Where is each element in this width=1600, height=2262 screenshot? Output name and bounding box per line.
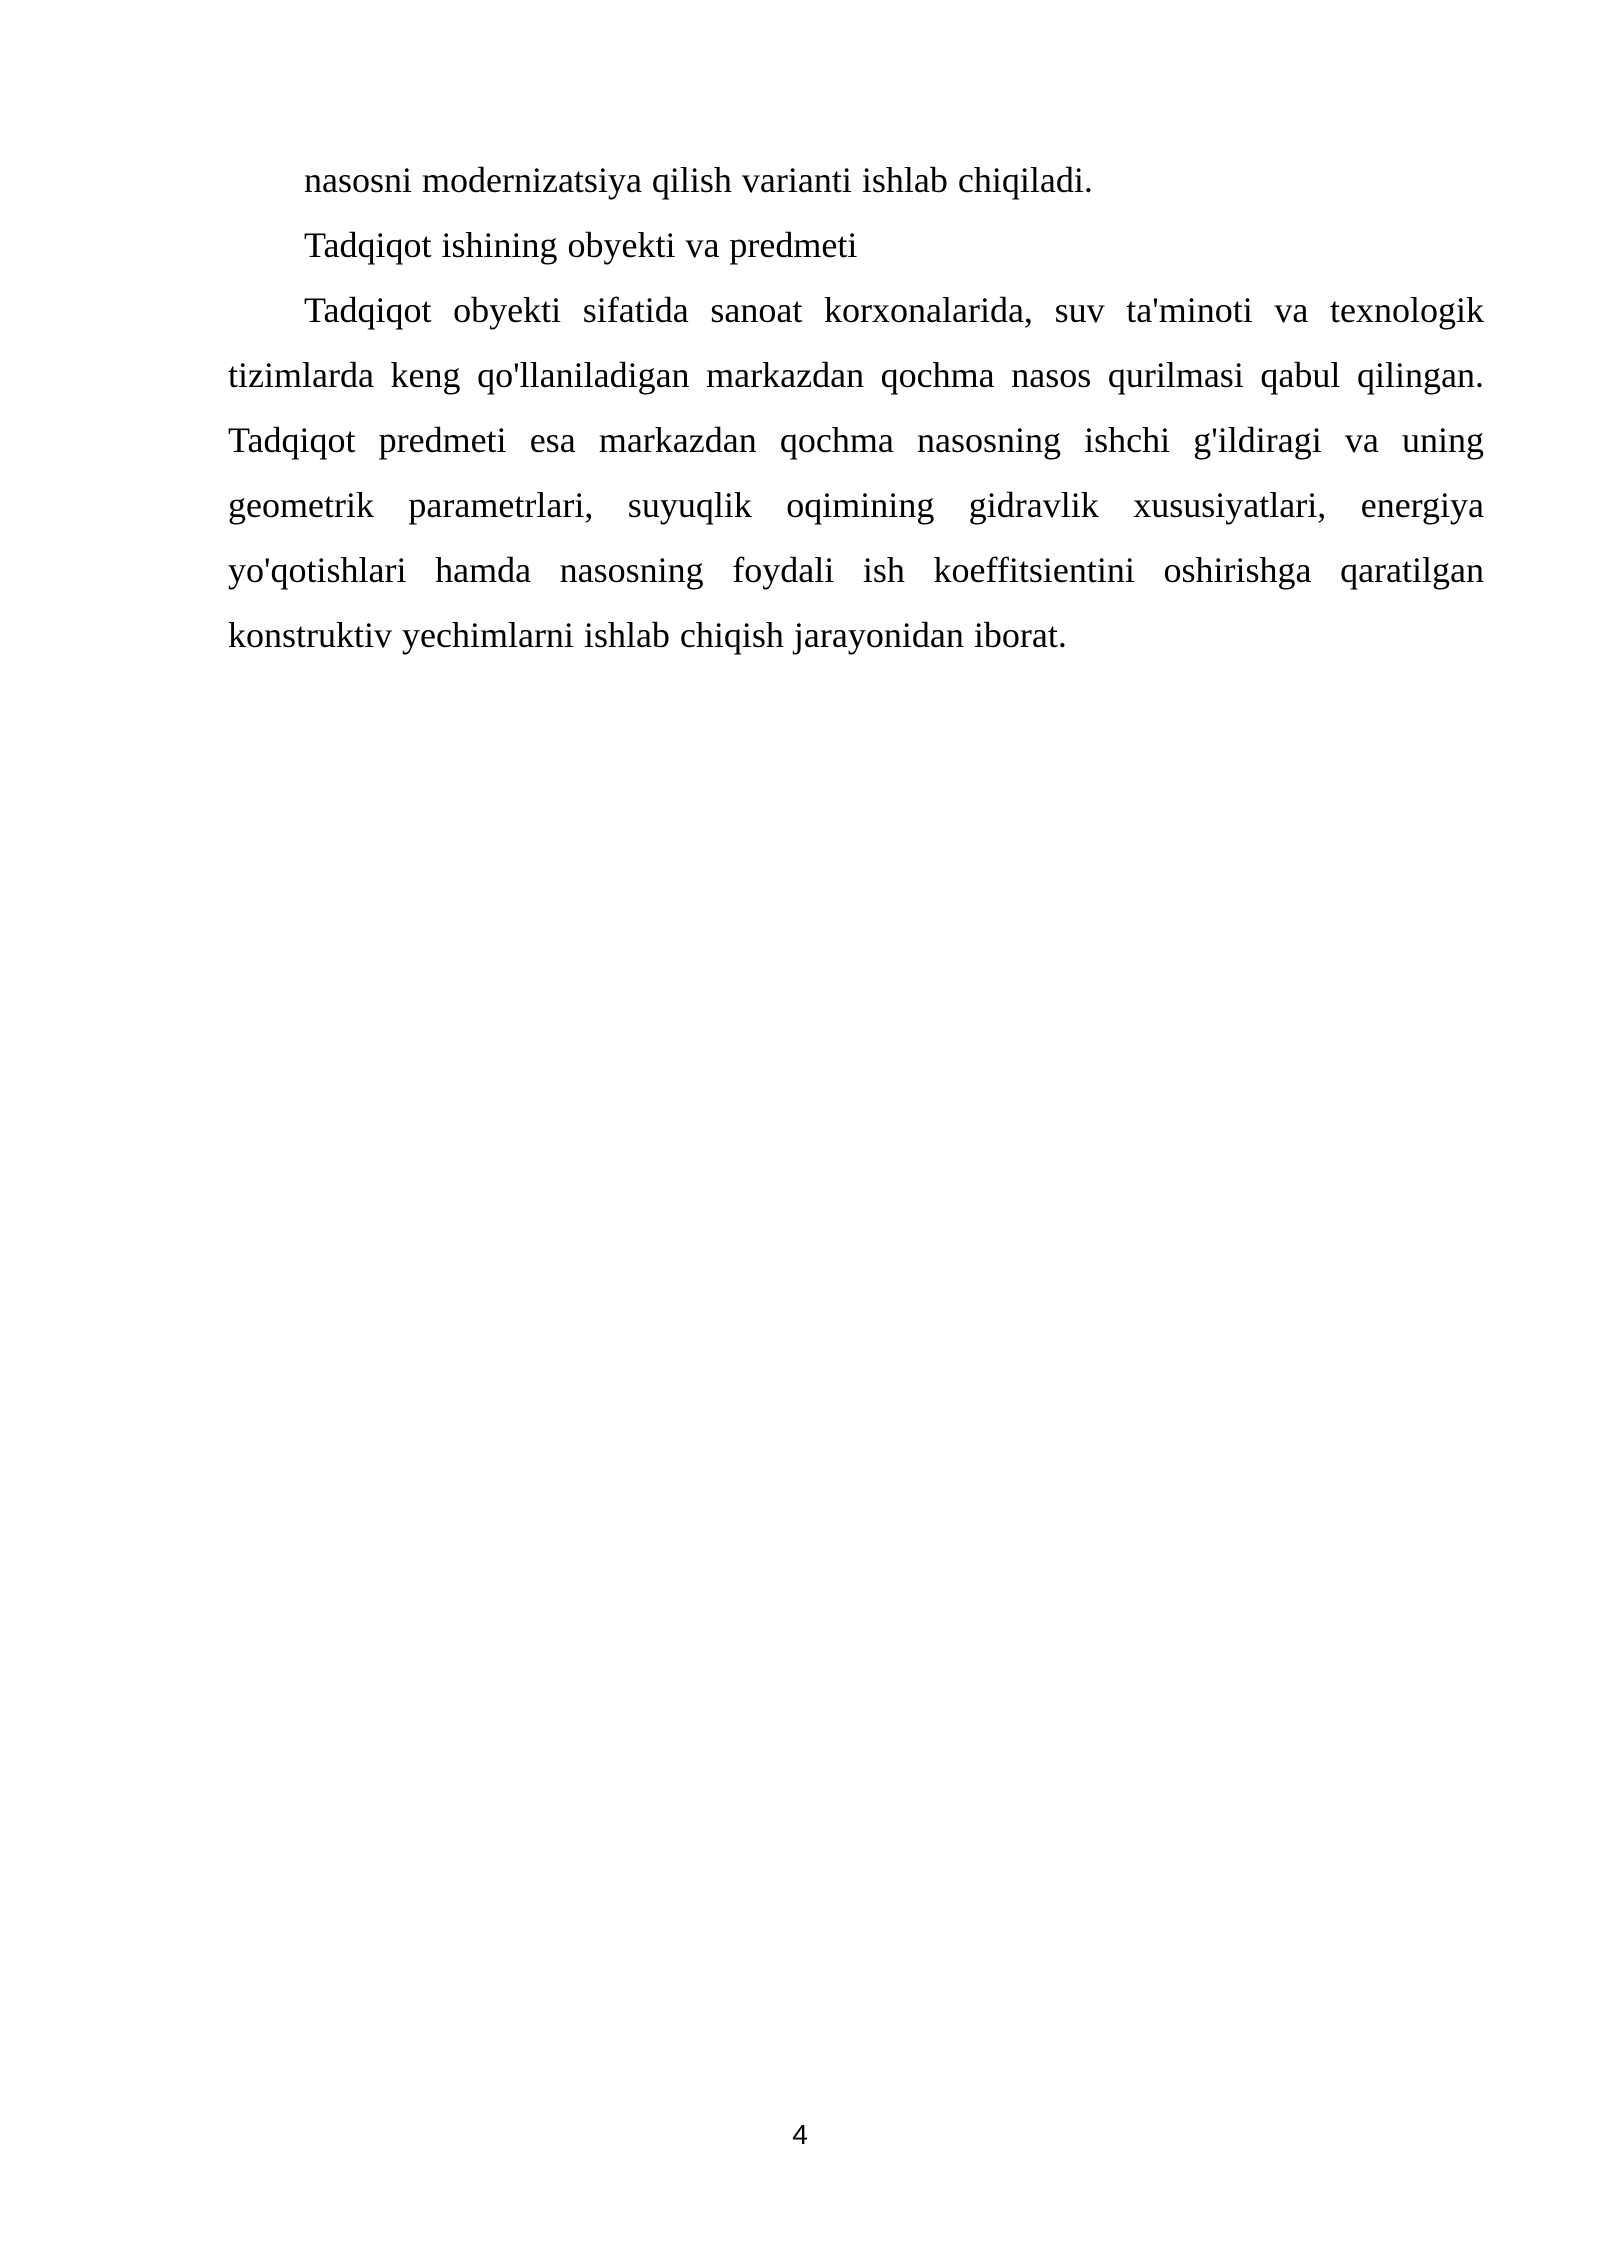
page-number: 4: [792, 2119, 808, 2150]
section-heading: Tadqiqot ishining obyekti va predmeti: [304, 225, 858, 265]
paragraph-continuation: nasosni modernizatsiya qilish varianti ishlab chiqiladi.: [304, 160, 1093, 200]
page-body: [228, 148, 1484, 668]
paragraph-object-subject: Tadqiqot obyekti sifatida sanoat korxonalarida, suv ta'minoti va texnologik tizimlarda keng qo'llaniladigan markazdan qochma nasos qurilmasi qabul qilingan. Tadqiqot predmeti esa markazdan qochma nasosning ishchi g'ildiragi va uning geometrik parametrlari, suyuqlik oqimining gidravlik xususiyatlari, energiya yo'qotishlari hamda nasosning foydali ish koeffitsientini oshirishga qaratilgan konstruktiv yechimlarni ishlab chiqish jarayonidan iborat.: [228, 290, 1484, 655]
